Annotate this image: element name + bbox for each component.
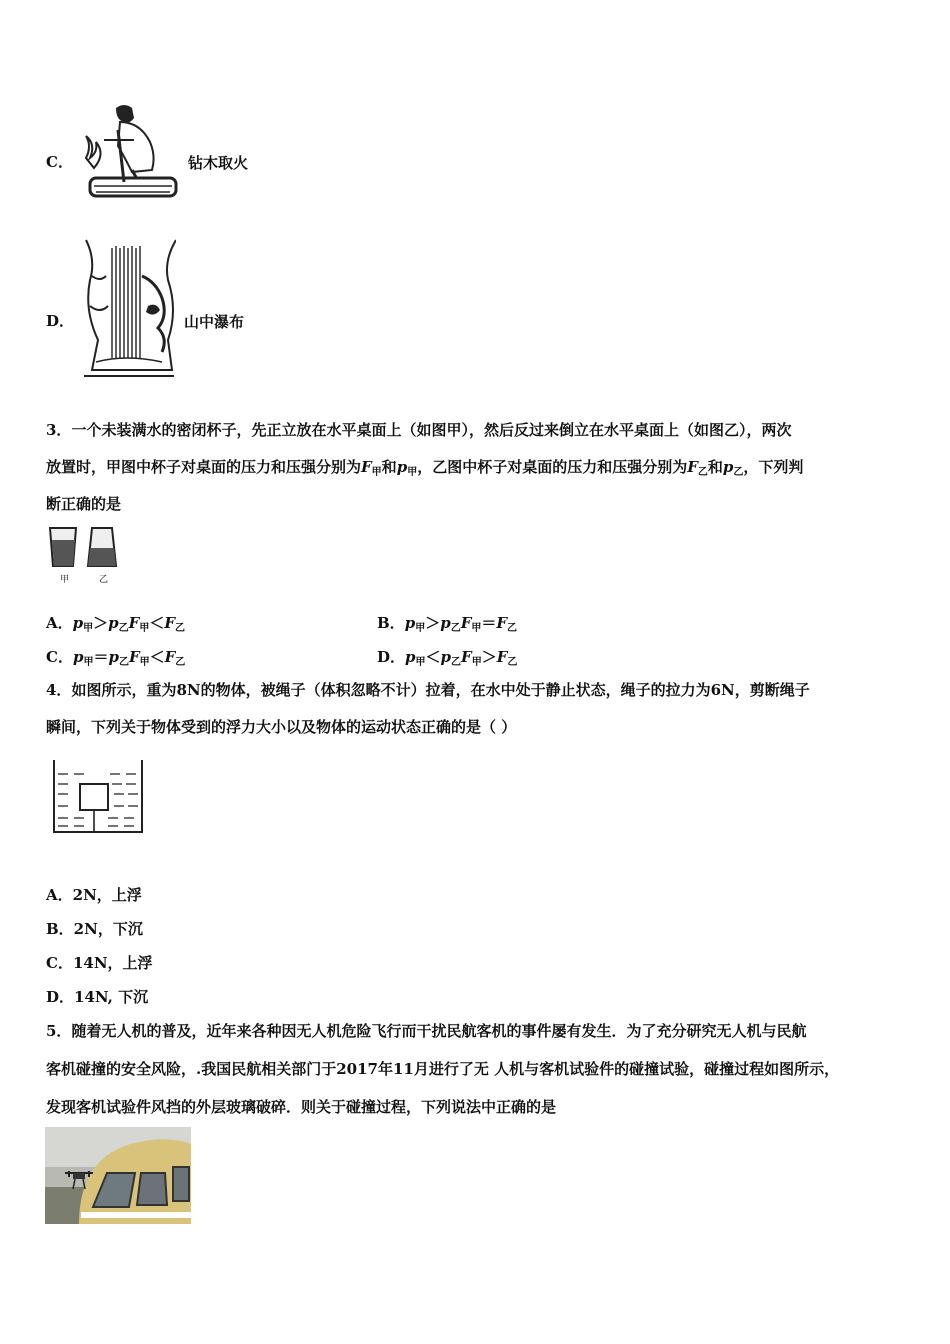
q5-line2: 客机碰撞的安全风险，.我国民航相关部门于2017年11月进行了无 人机与客机试验件的碰撞试验，碰撞过程如图所示， [46,1060,840,1078]
q4-option-d: D．14N, 下沉 [46,988,149,1006]
figure-label-jia: 甲 [60,575,70,585]
q3-option-a: A．$p_甲>p_乙F_甲<F_乙$ [46,614,185,634]
drone-collision-photo [45,1127,191,1224]
option-c-label: C． [46,153,73,171]
cups-figure [46,526,122,586]
option-d-caption: 山中瀑布 [184,313,245,331]
fire-drill-figure [76,100,184,208]
q4-option-b: B．2N，下沉 [46,920,143,938]
q4-line1: 4．如图所示，重为8N的物体，被绳子（体积忽略不计）拉着，在水中处于静止状态，绳子的拉力为6N，剪断绳子 [46,681,810,699]
option-c-caption: 钻木取火 [188,154,249,172]
q3-line2: 放置时，甲图中杯子对桌面的压力和压强分别为$F_甲$和$p_甲$，乙图中杯子对桌面的压力和压强分别为$F_乙$和$p_乙$，下列判 [46,458,804,478]
q3-line3: 断正确的是 [46,495,122,513]
q3-option-c: C．$p_甲=p_乙F_甲<F_乙$ [46,648,186,668]
q3-option-b: B．$p_甲>p_乙F_甲=F_乙$ [377,614,518,634]
option-d-label: D． [46,312,75,330]
figure-label-yi: 乙 [99,575,109,585]
q4-option-c: C．14N，上浮 [46,954,153,972]
q5-number: 5． [46,1022,72,1040]
q3-line1: 3．一个未装满水的密闭杯子，先正立放在水平桌面上（如图甲），然后反过来倒立在水平桌面上（如图乙），两次 [46,421,792,439]
q5-line1: 5．随着无人机的普及，近年来各种因无人机危险飞行而干扰民航客机的事件屡有发生．为了充分研究无人机与民航 [46,1022,807,1040]
q3-option-d: D．$p_甲<p_乙F_甲>F_乙$ [377,648,518,668]
waterfall-figure [82,236,176,382]
q3-number: 3． [46,421,72,439]
water-container-figure [52,760,144,834]
q4-line2: 瞬间，下列关于物体受到的浮力大小以及物体的运动状态正确的是（ ） [46,718,517,736]
q4-option-a: A．2N，上浮 [46,886,142,904]
q4-number: 4． [46,681,72,699]
q5-line3: 发现客机试验件风挡的外层玻璃破碎．则关于碰撞过程，下列说法中正确的是 [46,1098,557,1116]
